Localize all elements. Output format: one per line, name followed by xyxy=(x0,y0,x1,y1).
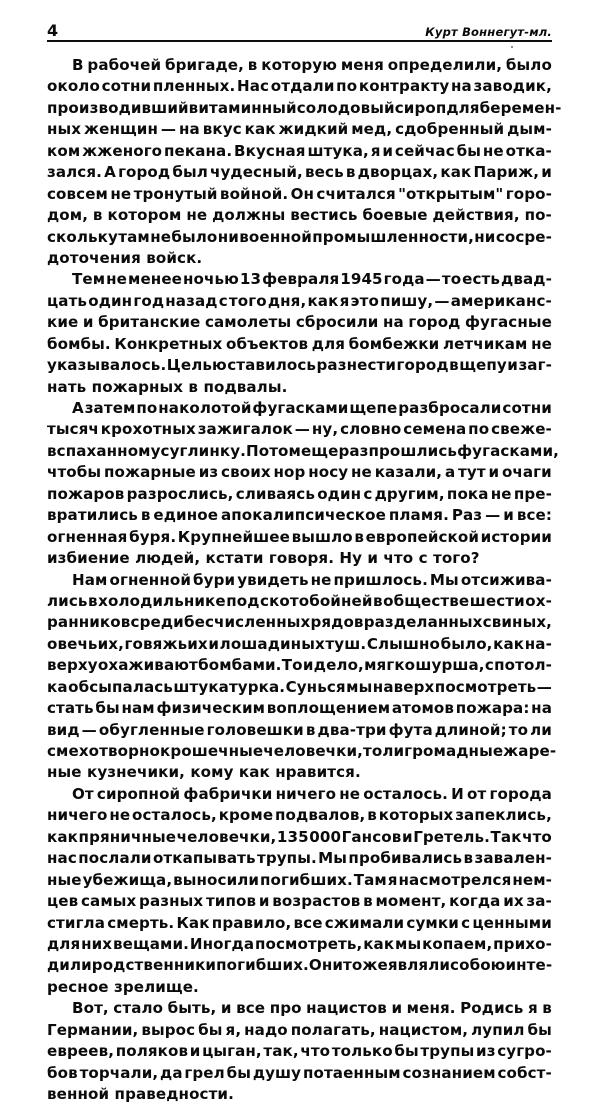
text-line: для них вещами. Иногда посмотреть, как мы копаем, прихо- xyxy=(47,934,552,953)
text-line: тысяч крохотных зажигалок — ну, словно семена по свеже- xyxy=(47,420,552,439)
body-text-column xyxy=(47,55,562,1105)
text-line: доточения войск. xyxy=(47,248,203,267)
text-line: скольку там не было ни военной промышленности, ни сосре- xyxy=(47,227,552,246)
text-line: От сиропной фабрички ничего не осталось. И от города xyxy=(72,784,552,803)
text-line: ком жженого пекана. Вкусная штука, я и сейчас бы не отка- xyxy=(47,141,552,160)
text-line: около сотни пленных. Нас отдали по контракту на заводик, xyxy=(47,77,552,96)
text-line: ные убежища, выносили погибших. Там я насмотрелся нем- xyxy=(47,870,552,889)
text-line: смехотворно крошечные человечки, то ли громадные жаре- xyxy=(47,742,557,760)
text-line: как пряничные человечки, 135 000 Гансов и Гретель. Так что xyxy=(47,827,552,846)
text-line: Нам огненной бури увидеть не пришлось. Мы отсижива- xyxy=(72,570,552,589)
paragraph xyxy=(47,998,552,1105)
text-line: ка обсыпалась штукатурка. Сунься мы наверх посмотреть — xyxy=(47,677,552,696)
scan-artifact-speck xyxy=(511,46,513,48)
page-number: 4 xyxy=(47,21,59,40)
text-line: ные кузнечики, кому как нравится. xyxy=(47,763,361,782)
text-line: кие и британские самолеты сбросили на город фугасные xyxy=(47,313,552,332)
paragraph xyxy=(47,398,559,570)
paragraph xyxy=(47,570,557,784)
text-line: А затем по наколотой фугасками щепе разбросали сотни xyxy=(72,399,552,417)
text-line: избиение людей, кстати говоря. Ну и что с того? xyxy=(47,549,480,568)
text-line: В рабочей бригаде, в которую меня определили, было xyxy=(72,56,552,74)
paragraph xyxy=(47,784,552,998)
paragraph xyxy=(47,269,552,398)
text-line: Германии, вырос бы я, надо полагать, нацистом, лупил бы xyxy=(47,1020,552,1039)
text-line: Тем не менее ночью 13 февраля 1945 года — то есть двад- xyxy=(72,270,552,289)
text-line: лись в холодильнике под скотобойней в обществе шести ох- xyxy=(47,591,552,610)
text-line: вратились в единое апокалипсическое пламя. Раз — и все: xyxy=(47,506,552,525)
text-line: ных женщин — на вкус как жидкий мед, сдобренный дым- xyxy=(47,120,552,139)
text-line: бов торчали, да грел бы душу потаенным сознанием собст- xyxy=(47,1063,552,1082)
text-line: чтобы пожарные из своих нор носу не казали, а тут и очаги xyxy=(47,463,552,482)
text-line: вид — обугленные головешки в два-три фута длиной; то ли xyxy=(47,720,552,739)
text-line: указывалось. Целью ставилось разнести город в щепу и заг- xyxy=(47,356,552,375)
text-line: верху охаживают бомбами. То и дело, мягко шурша, с потол- xyxy=(47,656,552,675)
text-line: овечьих, говяжьих и лошадиных туш. Слышно было, как на- xyxy=(47,634,552,653)
running-head xyxy=(47,18,552,40)
text-line: цать один год назад с того дня, как я это пишу, — американс- xyxy=(47,291,552,310)
text-line: бомбы. Конкретных объектов для бомбежки летчикам не xyxy=(47,334,552,353)
text-line: ранников среди бесчисленных рядов разделанных свиных, xyxy=(47,613,552,632)
text-line: ресное зрелище. xyxy=(47,977,199,996)
text-line: производивший витаминный солодовый сироп для беремен- xyxy=(47,98,562,117)
text-line: нас послали откапывать трупы. Мы пробивались в завален- xyxy=(47,849,552,868)
text-line: дом, в котором не должны вестись боевые действия, по- xyxy=(47,206,552,225)
text-line: дили родственники погибших. Они тоже являли собою инте- xyxy=(47,956,553,975)
paragraph xyxy=(47,55,562,269)
text-line: зался. А город был чудесный, весь в дворцах, как Париж, и xyxy=(47,163,552,182)
text-line: цев самых разных типов и возрастов в момент, когда их за- xyxy=(47,892,552,911)
text-line: огненная буря. Крупнейшее вышло в европейской истории xyxy=(47,527,552,546)
text-line: ничего не осталось, кроме подвалов, в которых запеклись, xyxy=(47,806,552,825)
text-line: совсем не тронутый войной. Он считался "открытым" горо- xyxy=(47,184,552,203)
text-line: стигла смерть. Как правило, все сжимали сумки с ценными xyxy=(47,913,552,932)
text-line: стать бы нам физическим воплощением атомов пожара: на xyxy=(47,699,552,718)
text-line: пожаров разрослись, сливаясь один с другим, пока не пре- xyxy=(47,484,552,503)
text-line: евреев, поляков и цыган, так, что только бы трупы из сугро- xyxy=(47,1042,552,1061)
running-head-author: Курт Воннегут-мл. xyxy=(425,24,552,39)
text-line: Вот, стало быть, и все про нацистов и меня. Родись я в xyxy=(72,999,552,1018)
text-line: венной праведности. xyxy=(47,1085,234,1103)
text-line: вспаханному суглинку. Потом еще раз прошлись фугасками, xyxy=(47,441,559,460)
text-line: нать пожарных в подвалы. xyxy=(47,377,288,396)
header-divider-rule xyxy=(47,40,552,42)
